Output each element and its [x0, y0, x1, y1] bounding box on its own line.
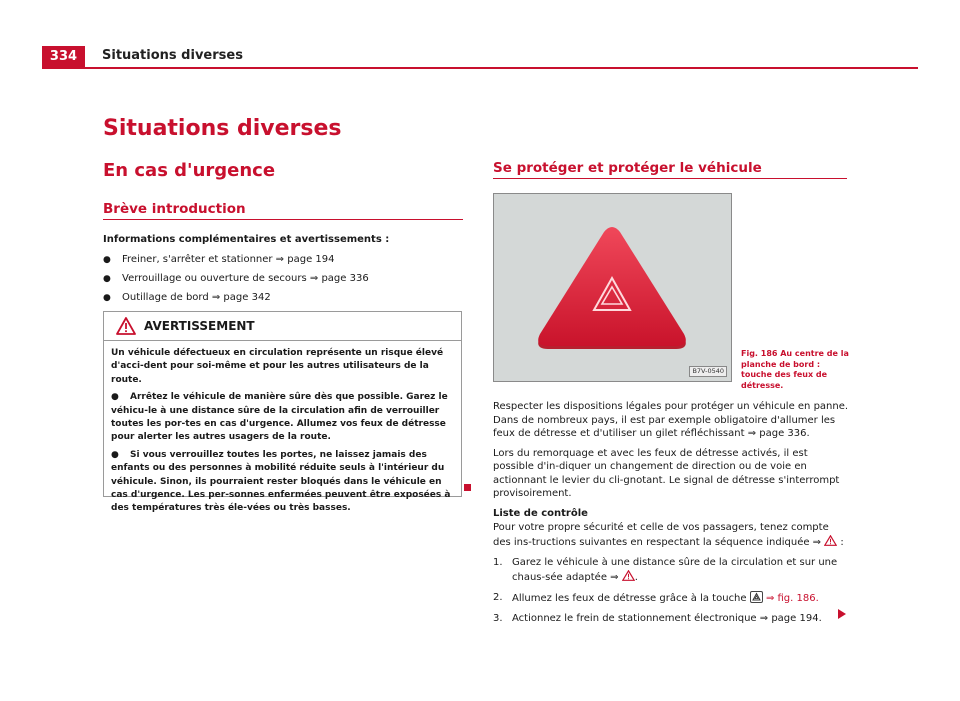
warning-bullet-text: Si vous verrouillez toutes les portes, ne laissez jamais des enfants ou des personnes à mobilité réduite seuls à l'intérieur du véhicule. Sinon, ils pourraient rester bloqués dans le véhicule en cas d'urgence. Les per-sonnes enfermées peuvent être exposées à des températures très éle-vées ou très basses. [111, 450, 451, 514]
step-number: 3. [493, 612, 503, 624]
list-item[interactable] [103, 269, 369, 288]
warning-header [104, 312, 461, 341]
reference-link[interactable]: Outillage de bord ⇒ page 342 [122, 292, 271, 303]
warning-bullet [111, 449, 454, 515]
paragraph: Lors du remorquage et avec les feux de détresse activés, il est possible d'in-diquer un changement de direction ou de voie en actionnant le levier du cli-gnotant. Le signal de détresse s'interrompt provisoirement. [493, 447, 840, 499]
warning-title: AVERTISSEMENT [144, 319, 255, 333]
subsection-rule [103, 219, 463, 220]
list-item [493, 612, 849, 626]
warning-triangle-icon [116, 317, 136, 339]
warning-triangle-icon[interactable] [622, 570, 635, 586]
paragraph: Respecter les dispositions légales pour protéger un véhicule en panne. Dans de nombreux pays, il est par exemple obligatoire d'allumer les feux de détresse et d'utiliser un gilet réfléchissant ⇒ page 336. [493, 401, 849, 439]
step-number: 1. [493, 557, 503, 568]
warning-bullet [111, 391, 454, 444]
info-heading: Informations complémentaires et avertissements : [103, 234, 390, 245]
page-number: 334 [42, 46, 85, 68]
figure-hazard-button [493, 193, 732, 382]
warning-box [103, 311, 462, 514]
reference-list [103, 250, 369, 307]
chapter-title: En cas d'urgence [103, 160, 276, 181]
step-text[interactable]: Actionnez le frein de stationnement électronique ⇒ page 194. [512, 612, 822, 624]
warning-body [104, 341, 461, 516]
subsection-title: Brève introduction [103, 201, 246, 217]
list-item [493, 556, 849, 585]
bullet-icon: ● [103, 255, 111, 265]
header-rule [42, 67, 918, 69]
checklist-steps [493, 556, 849, 625]
hazard-button-illustration [494, 194, 732, 382]
checklist-intro-text: Pour votre propre sécurité et celle de vos passagers, tenez compte des ins-tructions suivantes en respectant la séquence indiquée ⇒ [493, 522, 829, 548]
subsection-title-right: Se protéger et protéger le véhicule [493, 160, 762, 176]
step-number: 2. [493, 592, 503, 603]
checklist-heading: Liste de contrôle [493, 507, 588, 519]
list-item[interactable] [103, 288, 369, 307]
warning-bullet-text: Arrêtez le véhicule de manière sûre dès que possible. Garez le véhicu-le à une distance sûre de la circulation afin de verrouiller toutes les por-tes en cas d'urgence. Allumez vos feux de détresse pour alerter les autres usagers de la route. [111, 392, 448, 443]
bullet-icon: ● [103, 293, 111, 303]
subsection-rule-right [493, 178, 847, 179]
figure-caption: Fig. 186 Au centre de la planche de bord : touche des feux de détresse. [741, 349, 849, 390]
continue-arrow-icon [837, 605, 847, 624]
running-header: Situations diverses [102, 48, 243, 63]
right-body-text [493, 400, 849, 631]
list-item [493, 591, 849, 606]
bullet-icon: ● [111, 392, 119, 403]
warning-intro: Un véhicule défectueux en circulation représente un risque élevé d'acci-dent pour soi-même et pour les autres utilisateurs de la route. [111, 348, 444, 385]
figure-code: B7V-0540 [689, 366, 727, 377]
reference-link[interactable]: Verrouillage ou ouverture de secours ⇒ page 336 [122, 273, 369, 284]
step-text: Garez le véhicule à une distance sûre de la circulation et sur une chaus-sée adaptée ⇒ [512, 557, 838, 583]
hazard-key-icon [750, 591, 763, 603]
list-item[interactable] [103, 250, 369, 269]
reference-link[interactable]: Freiner, s'arrêter et stationner ⇒ page 194 [122, 254, 335, 265]
checklist-intro [493, 521, 849, 550]
checklist-intro-end: : [837, 536, 844, 548]
bullet-icon: ● [111, 450, 119, 461]
step-text: Allumez les feux de détresse grâce à la touche [512, 593, 747, 604]
section-end-marker [464, 484, 471, 491]
section-title: Situations diverses [103, 116, 342, 141]
step-suffix: . [634, 571, 638, 583]
bullet-icon: ● [103, 274, 111, 284]
warning-triangle-icon[interactable] [824, 535, 837, 551]
figure-reference-link[interactable]: ⇒ fig. 186. [765, 593, 819, 604]
